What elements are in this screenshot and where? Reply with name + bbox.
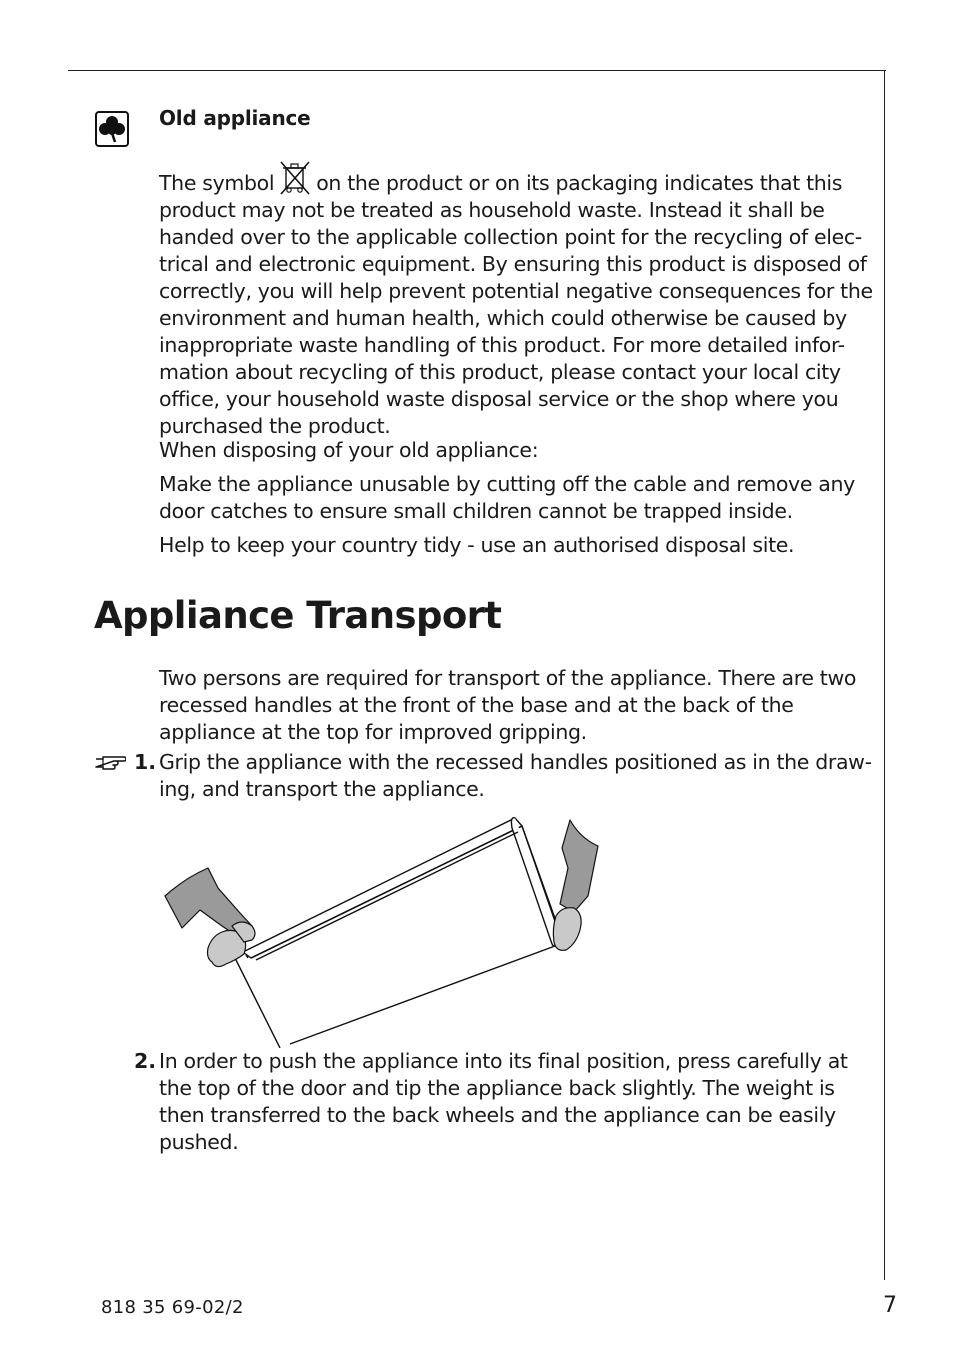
step-1-text	[159, 749, 872, 803]
paragraph-line: office, your household waste disposal service or the shop where you	[159, 387, 839, 411]
paragraph-line: door catches to ensure small children cannot be trapped inside.	[159, 499, 793, 523]
paragraph-line: pushed.	[159, 1130, 239, 1154]
paragraph-line: In order to push the appliance into its final position, press carefully at	[159, 1049, 848, 1073]
page-number: 7	[883, 1293, 897, 1318]
paragraph-line: product may not be treated as household waste. Instead it shall be	[159, 198, 825, 222]
clover-leaf-icon	[95, 111, 129, 147]
paragraph-line: purchased the product.	[159, 414, 391, 438]
crossed-out-wheelie-bin-icon	[278, 160, 312, 196]
appliance-transport-heading: Appliance Transport	[94, 594, 502, 637]
paragraph-line: Two persons are required for transport of the appliance. There are two	[159, 666, 857, 690]
step-2-text	[159, 1048, 848, 1156]
paragraph-line: handed over to the applicable collection point for the recycling of elec-	[159, 225, 862, 249]
transport-intro	[159, 665, 856, 746]
right-margin-rule	[884, 70, 885, 1280]
paragraph-line: appliance at the top for improved gripping.	[159, 720, 587, 744]
paragraph-line: ing, and transport the appliance.	[159, 777, 485, 801]
old-appliance-title: Old appliance	[159, 106, 311, 130]
paragraph-line: recessed handles at the front of the base and at the back of the	[159, 693, 794, 717]
paragraph-line: mation about recycling of this product, please contact your local city	[159, 360, 841, 384]
paragraph-line: inappropriate waste handling of this product. For more detailed infor-	[159, 333, 845, 357]
symbol-line: The symbol on the product or on its packaging indicates that this	[159, 160, 873, 197]
paragraph-line: then transferred to the back wheels and the appliance can be easily	[159, 1103, 836, 1127]
tidy-note: Help to keep your country tidy - use an authorised disposal site.	[159, 533, 795, 557]
paragraph-line: correctly, you will help prevent potential negative consequences for the	[159, 279, 873, 303]
document-code: 818 35 69-02/2	[101, 1297, 244, 1318]
paragraph-line: Grip the appliance with the recessed handles positioned as in the draw-	[159, 750, 872, 774]
paragraph-line: trical and electronic equipment. By ensuring this product is disposed of	[159, 252, 867, 276]
paragraph-line: Make the appliance unusable by cutting off the cable and remove any	[159, 472, 855, 496]
unusable-paragraph	[159, 471, 855, 525]
paragraph-line: the top of the door and tip the appliance back slightly. The weight is	[159, 1076, 835, 1100]
old-appliance-body	[159, 160, 873, 440]
pointing-hand-icon	[94, 754, 126, 772]
disposing-intro: When disposing of your old appliance:	[159, 438, 539, 462]
step-2-number: 2.	[134, 1049, 157, 1073]
appliance-transport-illustration	[160, 808, 605, 1048]
paragraph-line: environment and human health, which could otherwise be caused by	[159, 306, 847, 330]
top-rule	[68, 70, 886, 71]
step-1-number: 1.	[134, 750, 157, 774]
